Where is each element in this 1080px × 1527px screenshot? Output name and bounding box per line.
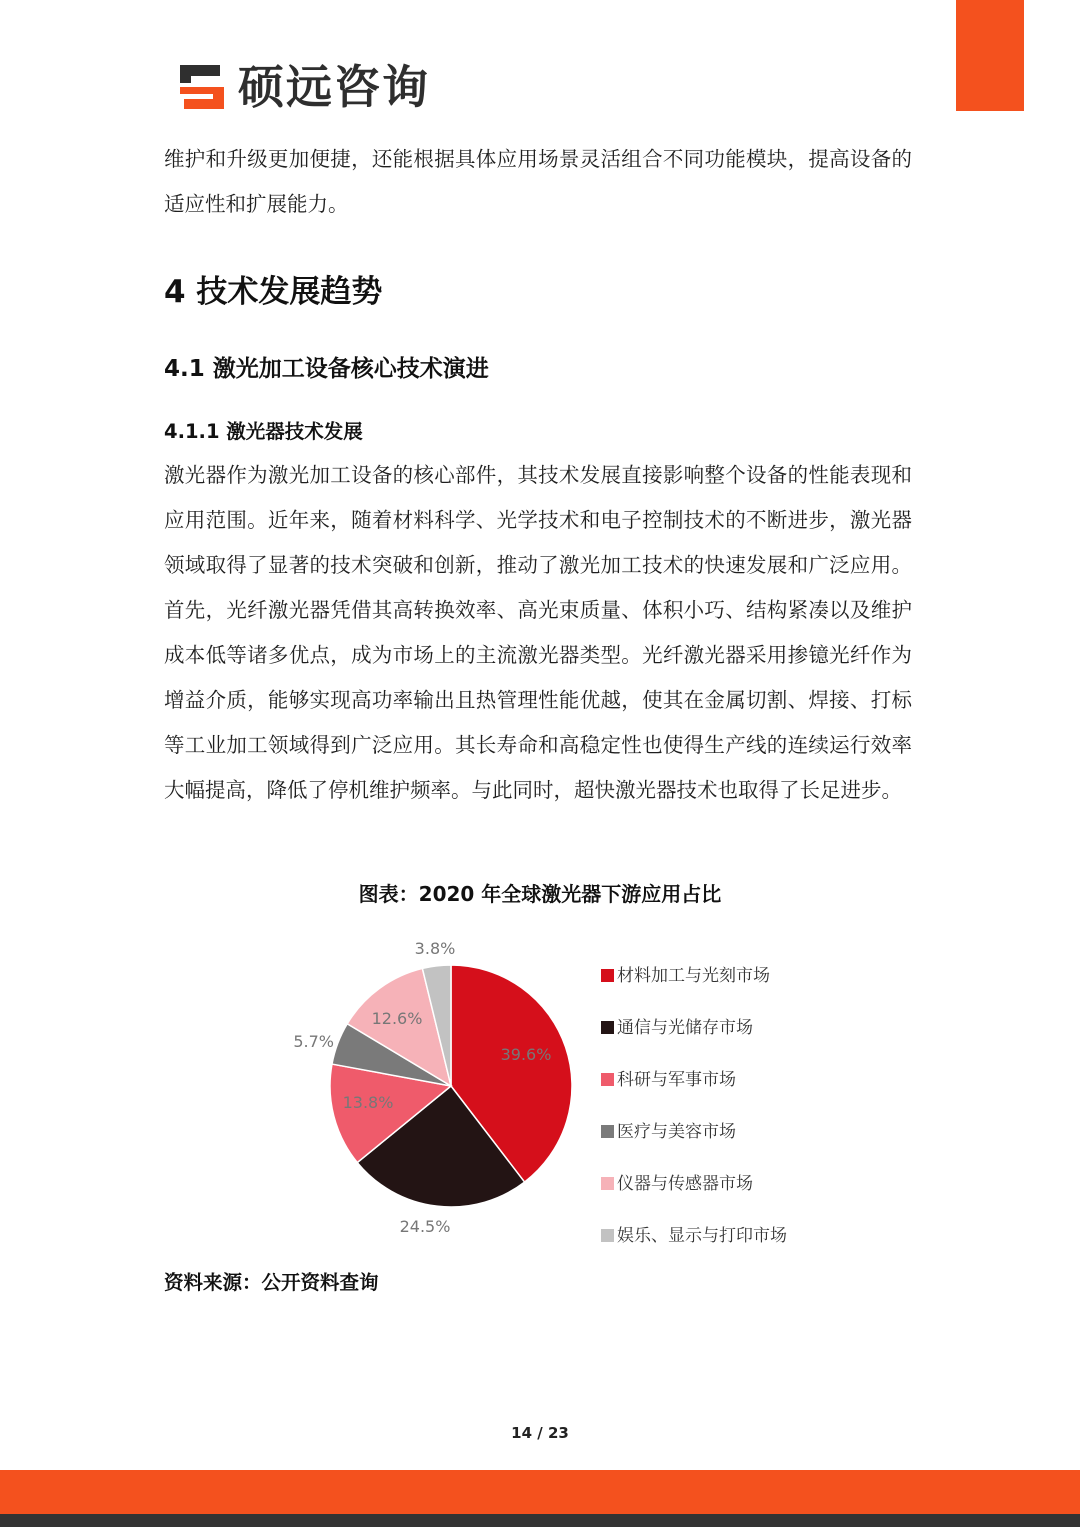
footer-dark-strip [0,1514,1080,1527]
legend-label: 科研与军事市场 [617,1070,736,1090]
legend-label: 医疗与美容市场 [617,1122,736,1142]
corner-accent-block [956,0,1024,111]
pie-slice-label: 24.5% [399,1217,451,1236]
legend-swatch [601,969,614,982]
footer-accent-bar [0,1470,1080,1514]
pie-slice-label: 3.8% [414,939,456,958]
pie-chart [0,920,1080,1260]
pie-slice-label: 12.6% [371,1009,423,1028]
pie-slice-label: 5.7% [293,1032,334,1051]
subsection-heading: 4.1 激光加工设备核心技术演进 [164,356,489,382]
legend-swatch [601,1177,614,1190]
brand-s-logo-icon [176,61,228,113]
legend-label: 娱乐、显示与打印市场 [617,1226,787,1246]
legend-swatch [601,1073,614,1086]
legend-label: 通信与光储存市场 [617,1018,753,1038]
brand-name: 硕远咨询 [238,60,430,114]
source-note: 资料来源：公开资料查询 [164,1271,379,1294]
legend-label: 材料加工与光刻市场 [617,966,770,986]
body-paragraph: 激光器作为激光加工设备的核心部件，其技术发展直接影响整个设备的性能表现和应用范围。近年来，随着材料科学、光学技术和电子控制技术的不断进步，激光器领域取得了显著的技术突破和创新，推动了激光加工技术的快速发展和广泛应用。首先，光纤激光器凭借其高转换效率、高光束质量、体积小巧、结构紧凑以及维护成本低等诸多优点，成为市场上的主流激光器类型。光纤激光器采用掺镱光纤作为增益介质，能够实现高功率输出且热管理性能优越，使其在金属切割、焊接、打标等工业加工领域得到广泛应用。其长寿命和高稳定性也使得生产线的连续运行效率大幅提高，降低了停机维护频率。与此同时，超快激光器技术也取得了长足进步。 [164,463,912,802]
page-number: 14 / 23 [511,1424,569,1442]
legend-swatch [601,1229,614,1242]
pie-slice-label: 39.6% [500,1045,552,1064]
subsubsection-heading: 4.1.1 激光器技术发展 [164,420,363,443]
legend-swatch [601,1021,614,1034]
chart-title: 图表：2020 年全球激光器下游应用占比 [358,882,722,906]
pie-slice-label: 13.8% [342,1093,394,1112]
section-heading: 4 技术发展趋势 [164,274,383,310]
legend-swatch [601,1125,614,1138]
brand-logo [176,60,430,114]
intro-paragraph: 维护和升级更加便捷，还能根据具体应用场景灵活组合不同功能模块，提高设备的适应性和扩展能力。 [164,147,912,216]
legend-label: 仪器与传感器市场 [617,1174,753,1194]
